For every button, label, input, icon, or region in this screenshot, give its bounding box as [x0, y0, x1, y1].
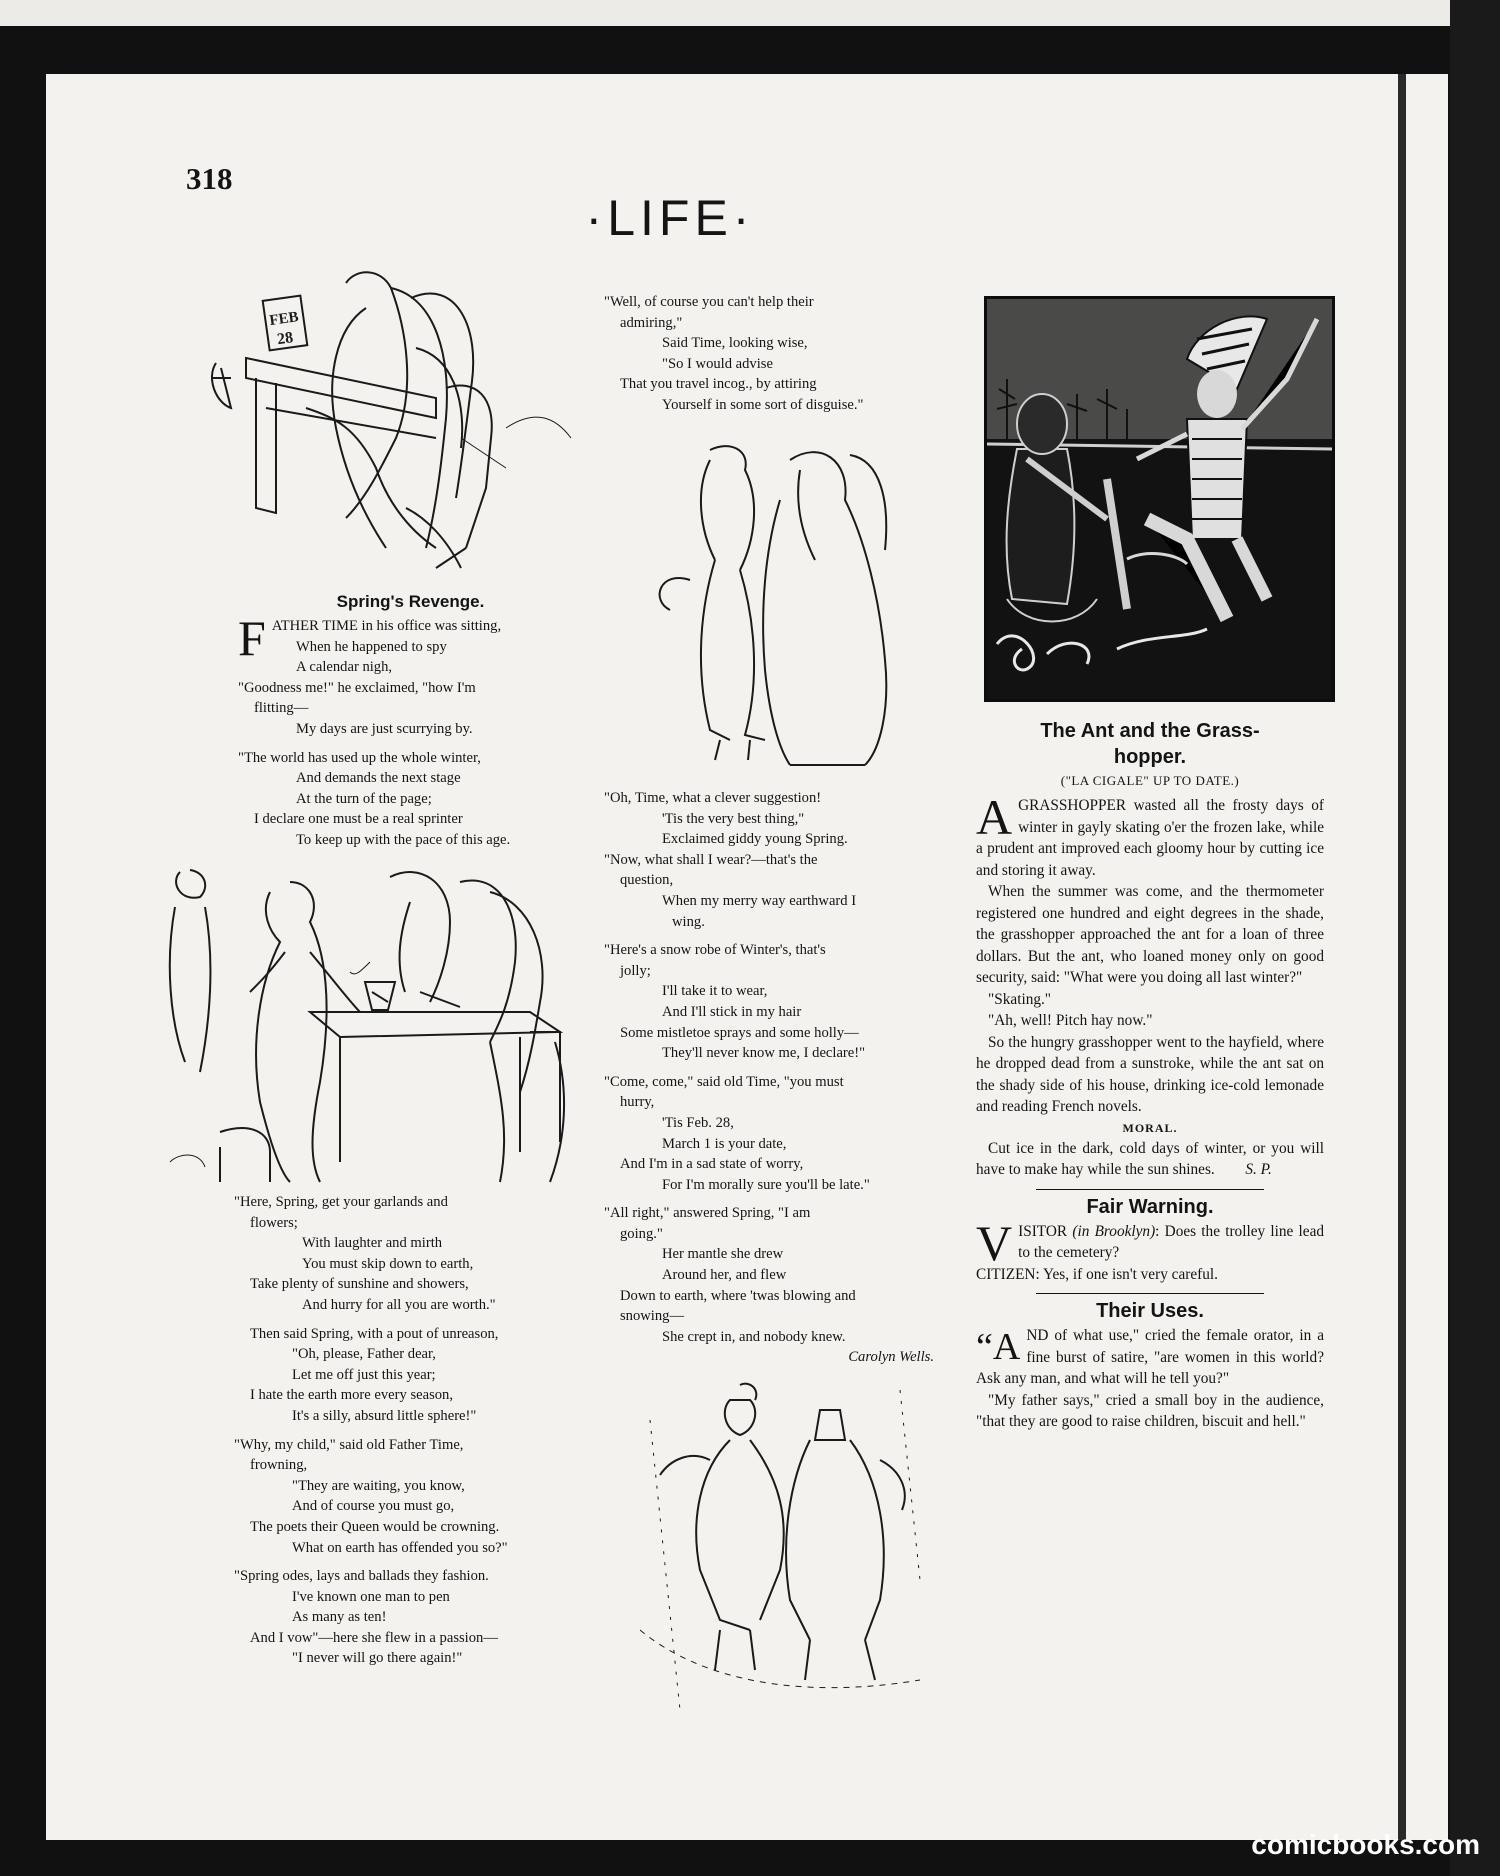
poem-line: To keep up with the pace of this age. [296, 831, 511, 848]
page-number: 318 [186, 161, 233, 196]
page-binding-edge [1398, 74, 1406, 1840]
poem-line: Exclaimed giddy young Spring. [662, 831, 848, 848]
poem-line: "So I would advise [662, 355, 773, 372]
visitor-location: (in Brooklyn) [1072, 1222, 1156, 1240]
springs-revenge-column-2-lower [604, 788, 956, 1368]
poem-line: "I never will go there again!" [292, 1650, 463, 1667]
poem-line: It's a silly, absurd little sphere!" [292, 1407, 477, 1424]
poem-line: "Spring odes, lays and ballads they fashion. [234, 1568, 489, 1585]
poem-line: When he happened to spy [296, 638, 447, 655]
section-divider [1036, 1189, 1264, 1190]
poem-line: Yourself in some sort of disguise." [662, 396, 864, 413]
poem-line: And hurry for all you are worth." [302, 1296, 496, 1313]
poem-line: frowning, [250, 1457, 308, 1474]
poem-line: flitting— [254, 700, 309, 717]
poem-line: "Goodness me!" he exclaimed, "how I'm [238, 679, 476, 696]
poem-line: "Why, my child," said old Father Time, [234, 1436, 464, 1453]
their-uses-dropcap: “A [976, 1326, 1021, 1368]
poem-line: flowers; [250, 1214, 298, 1231]
ant-grasshopper-title [976, 718, 1324, 770]
ant-grasshopper-paragraph-5: So the hungry grasshopper went to the hayfield, where he dropped dead from a sunstroke, while the ant sat on the shady side of his house, drinking ice-cold lemonade and reading French novels. [976, 1033, 1324, 1115]
masthead-text: ·LIFE· [585, 190, 755, 246]
grasshopper-skating-illustration [984, 296, 1335, 702]
couple-in-snow-illustration [640, 1380, 930, 1710]
poem-line: And I'm in a sad state of worry, [620, 1156, 804, 1173]
poem-line: admiring," [620, 314, 683, 331]
poem-line: snowing— [620, 1308, 685, 1325]
poem-line: "Oh, Time, what a clever suggestion! [604, 790, 822, 806]
site-watermark: comicbooks.com [1251, 1829, 1480, 1860]
spring-disguise-illustration [640, 440, 920, 770]
ant-grasshopper-subtitle: ("LA CIGALE" UP TO DATE.) [1060, 773, 1240, 788]
calendar-month-label: FEB [268, 309, 300, 330]
their-uses-paragraph-2: "My father says," cried a small boy in the audience, "that they are good to raise children, biscuit and hell." [976, 1391, 1324, 1430]
fair-warning-dropcap: V [976, 1214, 1013, 1271]
poem-line: question, [620, 872, 674, 889]
poem-line: Said Time, looking wise, [662, 335, 808, 352]
skating-scene [987, 299, 1332, 699]
calendar-day-label: 28 [276, 329, 295, 349]
ant-grasshopper-paragraph-4: "Ah, well! Pitch hay now." [988, 1012, 1153, 1029]
poem-line: Down to earth, where 'twas blowing and [620, 1287, 856, 1304]
section-divider [1036, 1293, 1264, 1294]
poem-line: Let me off just this year; [292, 1366, 436, 1383]
their-uses-title: Their Uses. [1096, 1300, 1204, 1322]
poem-line: At the turn of the page; [296, 790, 432, 807]
poem-line: As many as ten! [292, 1609, 387, 1626]
poem-line: going." [620, 1225, 663, 1242]
poem-line: You must skip down to earth, [302, 1255, 474, 1272]
scan-right-border [1450, 0, 1500, 1876]
poem-line: Her mantle she drew [662, 1246, 784, 1263]
poem-line: I declare one must be a real sprinter [254, 811, 463, 828]
poem-line: With laughter and mirth [302, 1235, 443, 1252]
citizen-line: : Yes, if one isn't very careful. [1035, 1265, 1218, 1283]
poem-line: A calendar nigh, [296, 659, 393, 676]
springs-revenge-title: Spring's Revenge. [336, 592, 485, 611]
poem-line: 'Tis the very best thing," [662, 810, 805, 827]
poem-line: "Come, come," said old Time, "you must [604, 1073, 844, 1090]
poem-line: For I'm morally sure you'll be late." [662, 1176, 870, 1193]
poem-line: "Here's a snow robe of Winter's, that's [604, 942, 826, 959]
poem-line: The poets their Queen would be crowning. [250, 1518, 500, 1535]
poem-line: wing. [672, 913, 705, 930]
poem-line: jolly; [620, 962, 651, 979]
poem-line: Then said Spring, with a pout of unreason, [250, 1325, 499, 1342]
poem-line: ATHER TIME in his office was sitting, [271, 618, 502, 634]
ant-grasshopper-paragraph-1: GRASSHOPPER wasted all the frosty days of winter in gayly skating o'er the frozen lake, while a prudent ant improved each gloomy hour by cutting ice and storing it away. [976, 797, 1324, 879]
poem-line: I've known one man to pen [292, 1588, 450, 1605]
poem-line: And demands the next stage [296, 770, 461, 787]
moral-text: Cut ice in the dark, cold days of winter, or you will have to make hay while the sun shines. [976, 1139, 1324, 1178]
poem-line: My days are just scurrying by. [296, 720, 473, 737]
poem-line: And of course you must go, [292, 1498, 455, 1515]
poem-line: "Here, Spring, get your garlands and [234, 1194, 448, 1210]
springs-revenge-column-2 [604, 292, 954, 416]
poem-line: Some mistletoe sprays and some holly— [620, 1024, 859, 1041]
poem-line: They'll never know me, I declare!" [662, 1045, 866, 1062]
ant-grasshopper-article [976, 718, 1324, 1433]
spring-and-time-table-illustration [160, 862, 580, 1192]
poem-author: Carolyn Wells. [848, 1349, 934, 1366]
their-uses-paragraph-1: ND of what use," cried the female orator, in a fine burst of satire, "are women in this world? Ask any man, and what will he tell you?" [976, 1327, 1324, 1387]
poem-line: What on earth has offended you so?" [292, 1539, 508, 1556]
poem-line: And I'll stick in my hair [662, 1003, 802, 1020]
poem-line: Take plenty of sunshine and showers, [250, 1276, 469, 1293]
scan-top-border [0, 0, 1500, 26]
fair-warning-title: Fair Warning. [1086, 1195, 1214, 1218]
poem-line: That you travel incog., by attiring [620, 376, 817, 393]
poem-line: hurry, [620, 1094, 655, 1111]
visitor-line: : Does the trolley line lead to the cemetery? [1018, 1222, 1325, 1261]
ant-grasshopper-dropcap: A [976, 789, 1013, 845]
citizen-label: CITIZEN [976, 1265, 1036, 1283]
moral-signature: S. P. [1245, 1161, 1272, 1178]
ant-grasshopper-paragraph-3: "Skating." [988, 990, 1052, 1008]
springs-revenge-column-1-lower [234, 1192, 584, 1669]
ant-grasshopper-title-line-1: The Ant and the Grass- [1040, 720, 1260, 742]
poem-line: I hate the earth more every season, [250, 1387, 454, 1404]
poem-line: "They are waiting, you know, [292, 1477, 465, 1494]
ant-grasshopper-paragraph-2: When the summer was come, and the thermometer registered one hundred and eight degrees in the shade, the grasshopper approached the ant for a loan of three dollars. But the ant, who loaned money only on good security, said: "What were you doing all last winter?" [976, 883, 1324, 986]
poem-line: "Oh, please, Father dear, [292, 1346, 436, 1363]
springs-revenge-dropcap: F [238, 610, 266, 666]
springs-revenge-column-1 [238, 592, 583, 851]
poem-line: "All right," answered Spring, "I am [604, 1205, 811, 1222]
poem-line: Around her, and flew [662, 1267, 787, 1284]
poem-line: "Well, of course you can't help their [604, 294, 814, 310]
poem-line: She crept in, and nobody knew. [662, 1328, 846, 1345]
visitor-label: ISITOR [1018, 1222, 1068, 1240]
poem-line: When my merry way earthward I [662, 892, 857, 909]
ant-grasshopper-title-line-2: hopper. [1113, 746, 1187, 768]
poem-line: And I vow"—here she flew in a passion— [250, 1629, 498, 1646]
poem-line: 'Tis Feb. 28, [662, 1114, 734, 1131]
father-time-desk-illustration [206, 268, 586, 578]
poem-line: "Now, what shall I wear?—that's the [604, 851, 818, 868]
moral-label: MORAL. [1122, 1120, 1178, 1135]
poem-line: "The world has used up the whole winter, [238, 749, 481, 766]
poem-line: I'll take it to wear, [662, 983, 768, 1000]
poem-line: March 1 is your date, [662, 1135, 787, 1152]
